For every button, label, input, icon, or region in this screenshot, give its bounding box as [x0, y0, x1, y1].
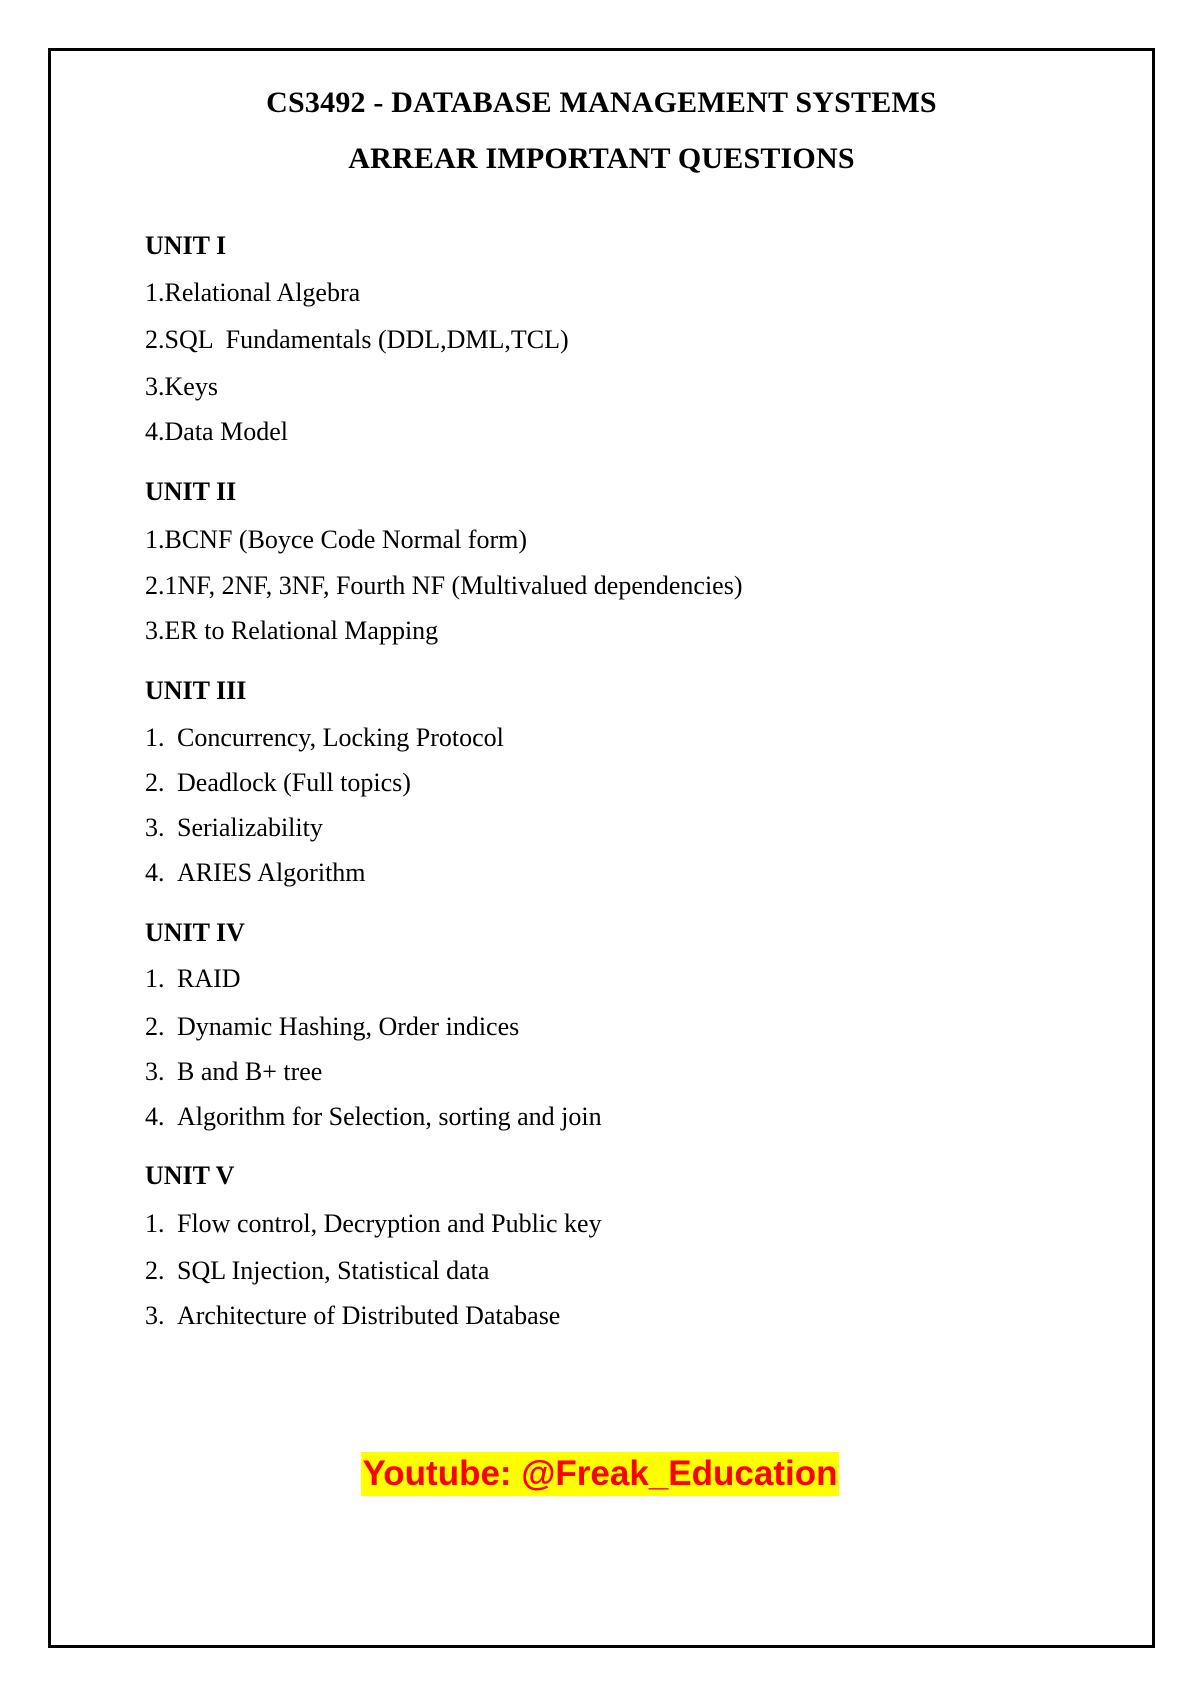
item-text: SQL Fundamentals (DDL,DML,TCL) — [164, 325, 569, 354]
item-number: 3. — [145, 1301, 165, 1330]
unit-2-item-2 — [145, 571, 743, 601]
item-text: ER to Relational Mapping — [164, 616, 439, 645]
item-number: 1. — [145, 723, 165, 752]
item-number: 3. — [145, 372, 165, 401]
unit-5-heading: UNIT V — [145, 1161, 235, 1190]
item-number: 3. — [145, 813, 165, 842]
youtube-promo — [0, 1452, 1200, 1496]
unit-4-item-3 — [145, 1057, 322, 1087]
unit-1-item-3 — [145, 372, 218, 402]
unit-3-item-3 — [145, 813, 323, 843]
item-number: 2. — [145, 571, 165, 600]
unit-3-item-1 — [145, 723, 504, 753]
unit-5-item-3 — [145, 1301, 560, 1331]
unit-4-item-2 — [145, 1012, 519, 1042]
unit-1-item-4 — [145, 417, 288, 447]
item-text: Architecture of Distributed Database — [177, 1301, 561, 1330]
item-text: Keys — [164, 372, 218, 401]
unit-1-item-1 — [145, 278, 360, 308]
item-text: Deadlock (Full topics) — [177, 768, 411, 797]
item-text: ARIES Algorithm — [177, 858, 366, 887]
item-text: Concurrency, Locking Protocol — [177, 723, 504, 752]
unit-3-heading: UNIT III — [145, 676, 247, 705]
item-text: Serializability — [177, 813, 323, 842]
unit-2-item-3 — [145, 616, 438, 646]
unit-2-heading: UNIT II — [145, 477, 237, 506]
item-number: 1. — [145, 278, 165, 307]
item-number: 1. — [145, 964, 165, 993]
item-text: Data Model — [164, 417, 288, 446]
item-number: 2. — [145, 768, 165, 797]
item-number: 4. — [145, 417, 165, 446]
item-number: 1. — [145, 1209, 165, 1238]
item-number: 2. — [145, 325, 165, 354]
item-number: 4. — [145, 1102, 165, 1131]
item-text: SQL Injection, Statistical data — [177, 1256, 490, 1285]
document-subtitle: ARREAR IMPORTANT QUESTIONS — [348, 142, 855, 175]
item-number: 2. — [145, 1012, 165, 1041]
unit-4-item-4 — [145, 1102, 602, 1132]
item-text: Flow control, Decryption and Public key — [177, 1209, 602, 1238]
unit-3-item-4 — [145, 858, 366, 888]
unit-4-item-1 — [145, 964, 241, 994]
unit-1-item-2 — [145, 325, 569, 355]
page-frame — [48, 48, 1155, 1648]
unit-1-heading: UNIT I — [145, 231, 227, 260]
item-number: 4. — [145, 858, 165, 887]
unit-4-heading: UNIT IV — [145, 918, 245, 947]
unit-3-item-2 — [145, 768, 411, 798]
unit-5-item-2 — [145, 1256, 489, 1286]
item-text: Algorithm for Selection, sorting and join — [177, 1102, 602, 1131]
item-number: 3. — [145, 616, 165, 645]
document-title: CS3492 - DATABASE MANAGEMENT SYSTEMS — [266, 86, 937, 119]
unit-2-item-1 — [145, 525, 527, 555]
item-number: 2. — [145, 1256, 165, 1285]
item-text: B and B+ tree — [177, 1057, 323, 1086]
item-number: 1. — [145, 525, 165, 554]
item-text: 1NF, 2NF, 3NF, Fourth NF (Multivalued dependencies) — [164, 571, 743, 600]
youtube-promo-text: Youtube: @Freak_Education — [361, 1452, 840, 1496]
item-text: BCNF (Boyce Code Normal form) — [164, 525, 528, 554]
unit-5-item-1 — [145, 1209, 602, 1239]
item-number: 3. — [145, 1057, 165, 1086]
item-text: RAID — [177, 964, 241, 993]
item-text: Relational Algebra — [164, 278, 361, 307]
item-text: Dynamic Hashing, Order indices — [177, 1012, 520, 1041]
